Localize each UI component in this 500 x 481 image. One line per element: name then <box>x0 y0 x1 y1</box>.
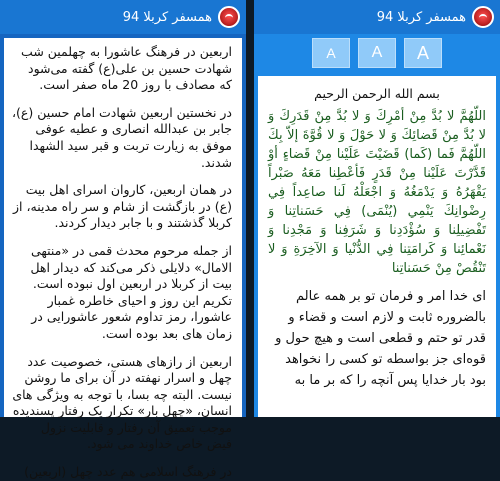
persian-translation-text: ای خدا امر و فرمان تو بر همه عالم بالضروره ثابت و لازم است و قضاء و قدر تو حتم و قطعی است و هیچ حول و قوه‌ای جز بواسطه تو کسی را نخواهد بود بار خدایا پس آنچه را که بر ما به <box>275 289 486 388</box>
title-bar <box>0 0 246 34</box>
right-screen <box>254 0 500 417</box>
font-large-button[interactable]: A <box>404 38 442 68</box>
title-bar <box>254 0 500 34</box>
article-paragraph: در نخستین اربعین شهادت امام حسین (ع)، جابر بن عبدالله انصاری و عطیه عوفی موفق به زیارت تربت و قبر سید الشهدا شدند. <box>11 104 232 170</box>
karbala-app-icon[interactable] <box>218 6 240 28</box>
font-size-toolbar <box>254 38 500 70</box>
article-paragraph: در همان اربعین، کاروان اسرای اهل بیت (ع) در بازگشت از شام و سر راه مدینه، از کربلا گذشتند و با جابر دیدار کردند. <box>12 182 232 231</box>
arabic-prayer-text: اللّهُمَّ لا بُدَّ مِنْ أمْرِكَ وَ لا بُدَّ مِنْ قَدَرِكَ وَ لا بُدَّ مِنْ قَضائِكَ وَ لا حَوْلَ وَ لا قُوَّةَ إلاّ بِكَ اللّهُمَّ فَما (كَما) قَضَيْتَ عَلَيْنا مِنْ قَضاءٍ أوْ قَدَّرْتَ عَلَيْنا مِنْ قَدَرٍ فَأعْطِنا مَعَهُ صَبْراً يَقْهَرُهُ وَ يَدْمَغُهُ وَ اجْعَلْهُ لَنا صاعِداً فِي رِضْوانِكَ يَنْمِي (يُنْمَى) فِي حَسَناتِنا وَ تَفْضِيلِنا وَ سُؤْدَدِنا وَ شَرَفِنا وَ مَجْدِنا وَ نَعْمائِنا وَ كَرامَتِنا فِي الدُّنْيا وَ الآخِرَةِ وَ لا تَنْقُصْ مِنْ حَسَناتِنا <box>268 109 486 276</box>
article-paragraph: اربعین در فرهنگ عاشورا به چهلمین شب شهادت حسین بن علی(ع) گفته می‌شود که مصادف با روز 20 ماه صفر است. <box>21 44 232 93</box>
prayer-content[interactable] <box>258 76 496 417</box>
article-content[interactable] <box>4 38 242 480</box>
app-title: همسفر کربلا 94 <box>122 9 212 25</box>
screen-divider <box>246 0 254 417</box>
article-paragraph: اربعین از رازهای هستی، خصوصیت عدد چهل و اسرار نهفته در آن برای ما روشن نیست. البته چه بسا، با توجه به ویژگی های انسان، «چهل بار» تکرار یک رفتار پسندیده موجب تعمیق آن رفتار و قابلیت نزول فیض خاص خداوند می شود. <box>12 353 232 452</box>
article-paragraph: در فرهنگ اسلامی هم عدد چهل (اربعین) <box>24 464 232 480</box>
font-medium-button[interactable]: A <box>358 38 396 68</box>
karbala-app-icon[interactable] <box>472 6 494 28</box>
bismillah-heading: بسم الله الرحمن الرحيم <box>314 86 440 101</box>
left-screen <box>0 0 246 480</box>
font-small-button[interactable]: A <box>312 38 350 68</box>
app-title: همسفر کربلا 94 <box>376 9 466 25</box>
article-paragraph: از جمله مرحوم محدث قمی در «منتهی الامال» دلایلی ذکر می‌کند که دیدار اهل بیت از کربلا در اربعین اول نبوده است. تکریم این روز و احیای خاطره غمبار عاشورا، رمز تداوم شعور عاشورایی در زمان های بعد بوده است. <box>30 242 232 341</box>
